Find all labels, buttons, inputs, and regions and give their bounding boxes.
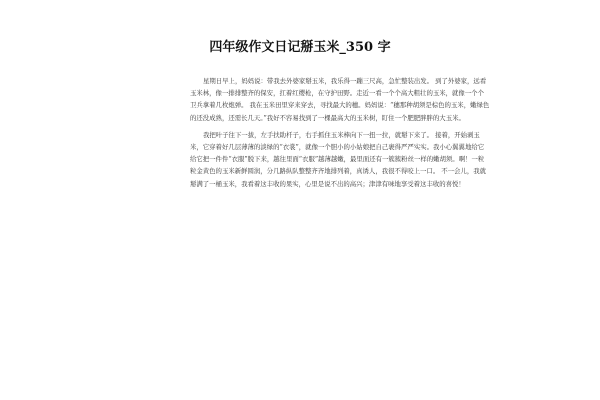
paragraph-2: 我把叶子往下一拔，左手扶助杆子，右手抓住玉米棒向下一扭一拉，就掰下来了。 接着，开始剥玉米，它穿着好几层薄薄的淡绿的“衣裳”，就像一个胆小的小姑娘把自己裹得严严实实。我小心翼翼地给它给它把一件件“衣服”脱下来，越往里面“衣服”越薄越嫩，最里面还有一簇簇粉丝一样的嫩胡须。啊！一粒粒金黄色的玉米新鲜圆润，分几路纵队整整齐齐地排列着，真诱人，我很不得咬上一口。 不一会儿，我就掰满了一桶玉米，我看着这丰收的果实，心里是说不出的高兴；津津有味地享受着这丰收的喜悦！ [190, 130, 486, 188]
document-title: 四年级作文日记掰玉米_350 字 [209, 40, 391, 55]
paragraph-1: 星期日早上，妈妈说：带我去外婆家掰玉米，我乐得一蹦三尺高，急忙整装出发。 到了外婆家，远看玉米林，像一排排整齐的保安，扛着红缨枪，在守护田野。走近一看一个个高大粗壮的玉米，就像一个个卫兵拿着几枚炮弹。 我在玉米田里穿来穿去，寻找最大的穗。妈妈说：“穗那种胡须是棕色的玉米，嫩绿色的还没成熟，还需长几天。”我好不容易找到了一棵最高大的玉米树，盯住一个肥肥胖胖的大玉米。 [190, 77, 490, 122]
document-body [190, 75, 490, 190]
